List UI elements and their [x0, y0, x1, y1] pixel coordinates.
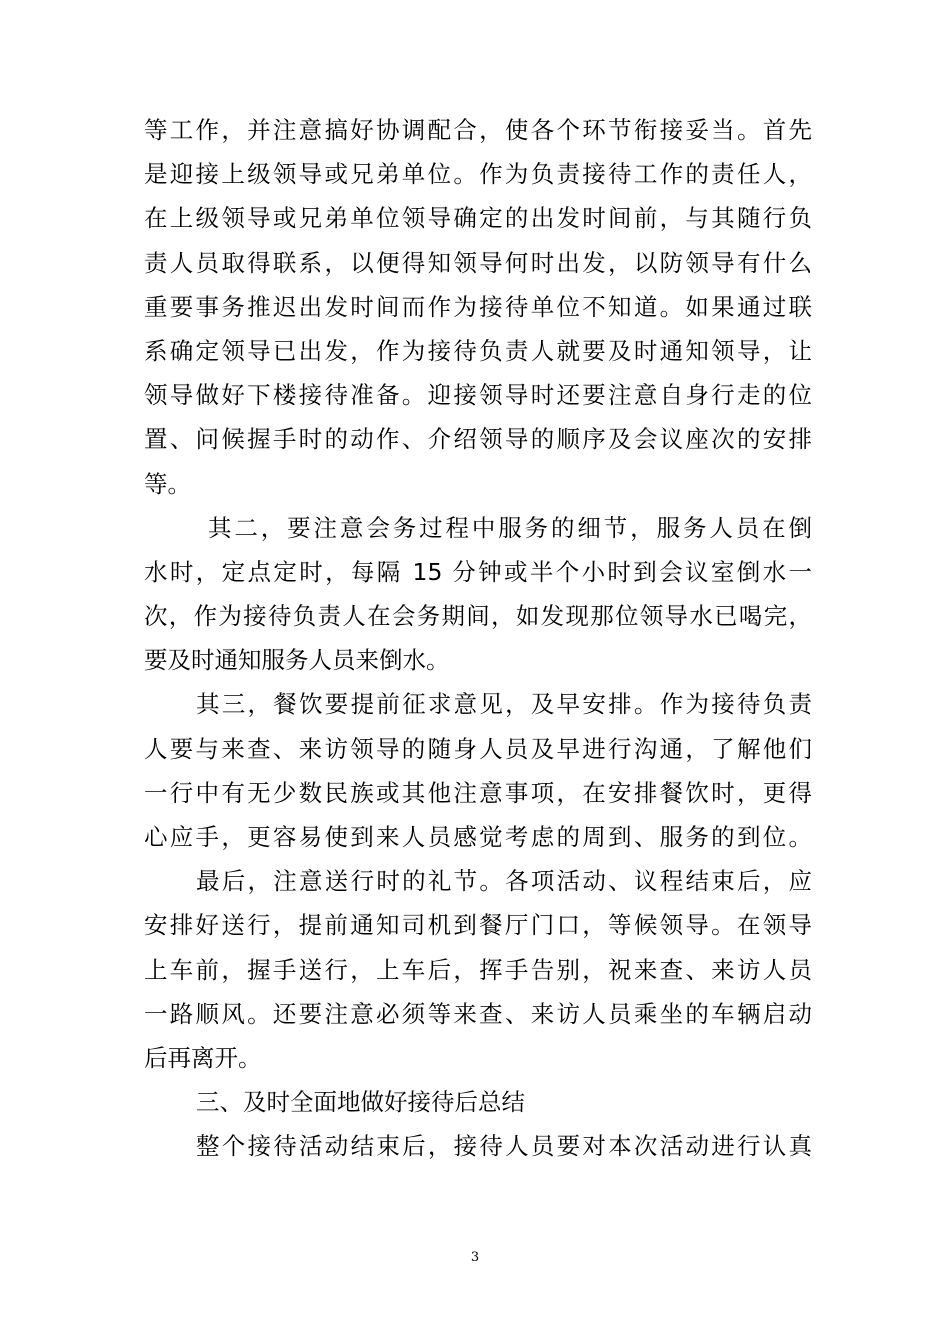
paragraph-start-line: 整个接待活动结束后，接待人员要对本次活动进行认真 [196, 1132, 812, 1161]
text-line: 重要事务推迟出发时间而作为接待单位不知道。如果通过联 [144, 292, 812, 321]
text-line: 是迎接上级领导或兄弟单位。作为负责接待工作的责任人， [144, 160, 812, 189]
text-line: 在上级领导或兄弟单位领导确定的出发时间前，与其随行负 [144, 204, 812, 233]
page-number: 3 [470, 1250, 480, 1265]
text-line: 后再离开。 [144, 1043, 262, 1072]
paragraph-start-line: 其二，要注意会务过程中服务的细节，服务人员在倒 [208, 513, 812, 542]
text-line: 次，作为接待负责人在会务期间，如发现那位领导水已喝完， [144, 602, 812, 631]
paragraph-start-line: 其三，餐饮要提前征求意见，及早安排。作为接待负责 [196, 690, 812, 719]
text-line: 人要与来查、来访领导的随身人员及早进行沟通，了解他们 [144, 734, 812, 763]
body-text [144, 108, 812, 1169]
paragraph-start-line: 最后，注意送行时的礼节。各项活动、议程结束后，应 [196, 867, 812, 896]
text-line: 领导做好下楼接待准备。迎接领导时还要注意自身行走的位 [144, 381, 812, 410]
text-line: 等工作，并注意搞好协调配合，使各个环节衔接妥当。首先 [144, 116, 812, 144]
text-line: 安排好送行，提前通知司机到餐厅门口，等候领导。在领导 [144, 911, 812, 940]
text-line: 置、问候握手时的动作、介绍领导的顺序及会议座次的安排 [144, 425, 812, 454]
text-line: 上车前，握手送行，上车后，挥手告别，祝来查、来访人员 [144, 955, 812, 984]
text-line: 水时，定点定时，每隔 15 分钟或半个小时到会议室倒水一 [144, 557, 812, 586]
text-line: 心应手，更容易使到来人员感觉考虑的周到、服务的到位。 [144, 823, 812, 851]
text-line: 一行中有无少数民族或其他注意事项，在安排餐饮时，更得 [144, 778, 812, 807]
text-line: 要及时通知服务人员来倒水。 [144, 646, 450, 675]
text-line: 等。 [144, 469, 191, 498]
section-heading: 三、及时全面地做好接待后总结 [196, 1088, 525, 1117]
text-line: 责人员取得联系，以便得知领导何时出发，以防领导有什么 [144, 248, 812, 277]
text-line: 系确定领导已出发，作为接待负责人就要及时通知领导，让 [144, 336, 812, 365]
text-line: 一路顺风。还要注意必须等来查、来访人员乘坐的车辆启动 [144, 999, 812, 1028]
